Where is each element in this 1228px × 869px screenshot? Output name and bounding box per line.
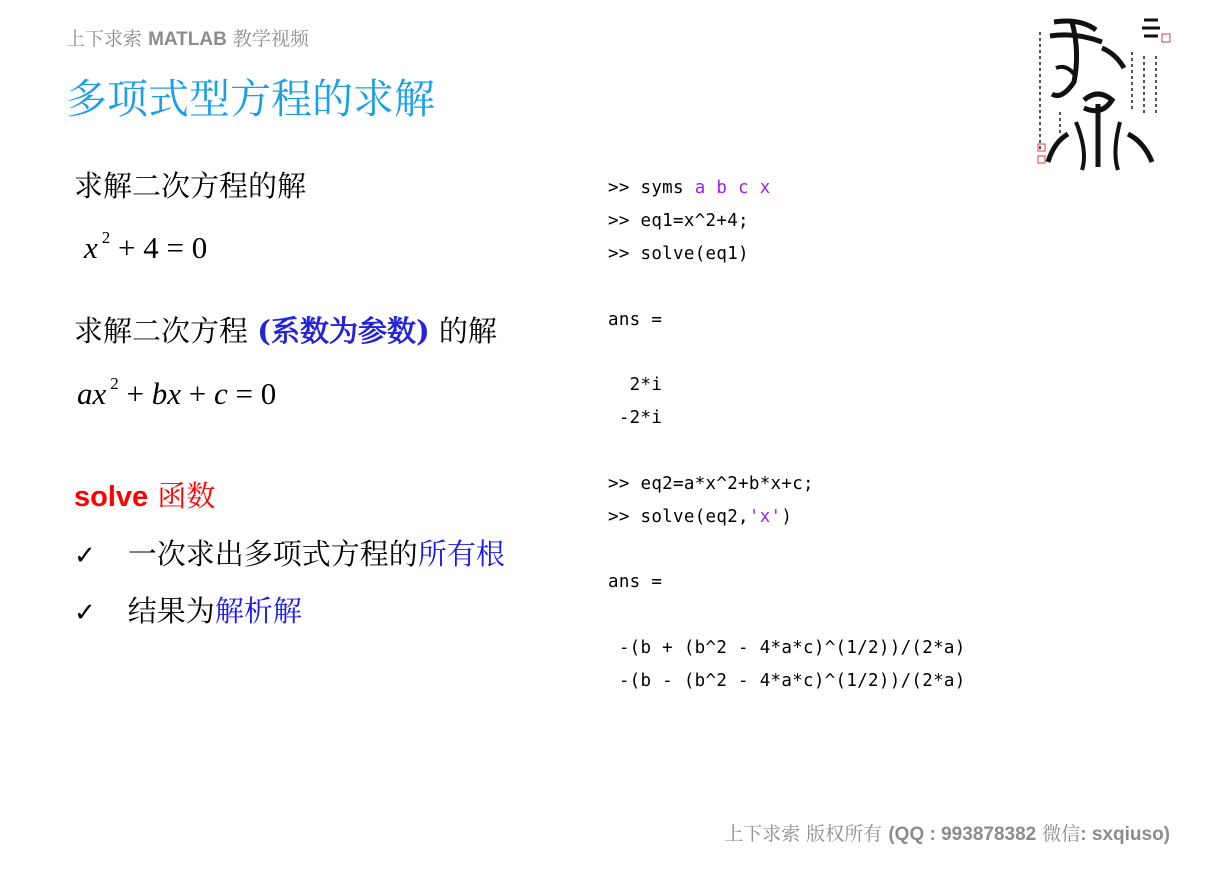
- checkmark-icon: ✓: [74, 541, 96, 571]
- code-line: ans =: [608, 572, 663, 592]
- code-line: -(b + (b^2 - 4*a*c)^(1/2))/(2*a): [608, 638, 966, 658]
- eq1-exp: 2: [101, 228, 111, 247]
- bullet-1: [74, 532, 505, 573]
- code-line: -(b - (b^2 - 4*a*c)^(1/2))/(2*a): [608, 671, 966, 691]
- bullet-2-highlight: 解析解: [214, 594, 302, 628]
- eq2-rest: = 0: [235, 376, 277, 411]
- header-subject: MATLAB: [148, 29, 227, 50]
- code-line: >> solve(eq1): [608, 244, 749, 264]
- eq2-b: b: [151, 376, 168, 411]
- bullet-1-text: 一次求出多项式方程的: [127, 537, 418, 571]
- code-line: >> eq1=x^2+4;: [608, 211, 749, 231]
- eq2-exp: 2: [110, 374, 119, 393]
- header-line: [66, 24, 309, 51]
- slide-title: 多项式型方程的求解: [66, 75, 435, 123]
- header-brand: 上下求索: [66, 28, 143, 50]
- eq2-x2: x: [167, 376, 182, 411]
- heading2-pre: 求解二次方程: [74, 314, 258, 348]
- bullet-2: [74, 589, 302, 630]
- function-word: 函数: [148, 479, 216, 513]
- footer-copyright: [724, 819, 1170, 846]
- equation-1: [84, 230, 207, 266]
- eq1-var: x: [84, 230, 98, 265]
- heading-parametric: [74, 309, 497, 350]
- footer-qq: (QQ : 993878382: [888, 824, 1037, 845]
- footer-brand: 上下求索: [724, 823, 801, 845]
- eq2-plus2: +: [188, 376, 207, 411]
- footer-wechat-label: 微信: [1036, 823, 1081, 845]
- eq2-c: c: [214, 376, 228, 411]
- bullet-1-highlight: 所有根: [417, 537, 505, 571]
- code-line: ans =: [608, 310, 663, 330]
- matlab-command-output: [608, 178, 966, 691]
- code-line: >> syms a b c x: [608, 178, 771, 198]
- code-line: >> solve(eq2,'x'): [608, 507, 793, 527]
- footer-rights: 版权所有: [800, 823, 889, 845]
- bullet-2-text: 结果为: [127, 594, 215, 628]
- code-line: -2*i: [608, 408, 663, 428]
- heading-quadratic: 求解二次方程的解: [74, 169, 307, 203]
- checkmark-icon: ✓: [74, 598, 96, 628]
- footer-wechat: : sxqiuso): [1080, 824, 1170, 845]
- code-line: 2*i: [608, 375, 663, 395]
- heading2-paren: (系数为参数): [257, 314, 430, 348]
- eq2-plus1: +: [126, 376, 144, 411]
- heading2-post: 的解: [429, 314, 497, 348]
- calligraphy-seal-logo: [1032, 12, 1182, 177]
- eq2-x: x: [92, 376, 107, 411]
- eq1-rest: + 4 = 0: [118, 230, 208, 265]
- header-series: 教学视频: [232, 28, 309, 50]
- solve-keyword: solve: [74, 481, 149, 513]
- eq2-a: a: [77, 376, 93, 411]
- solve-function-heading: [74, 474, 215, 515]
- equation-2: [77, 376, 276, 412]
- code-line: >> eq2=a*x^2+b*x+c;: [608, 474, 814, 494]
